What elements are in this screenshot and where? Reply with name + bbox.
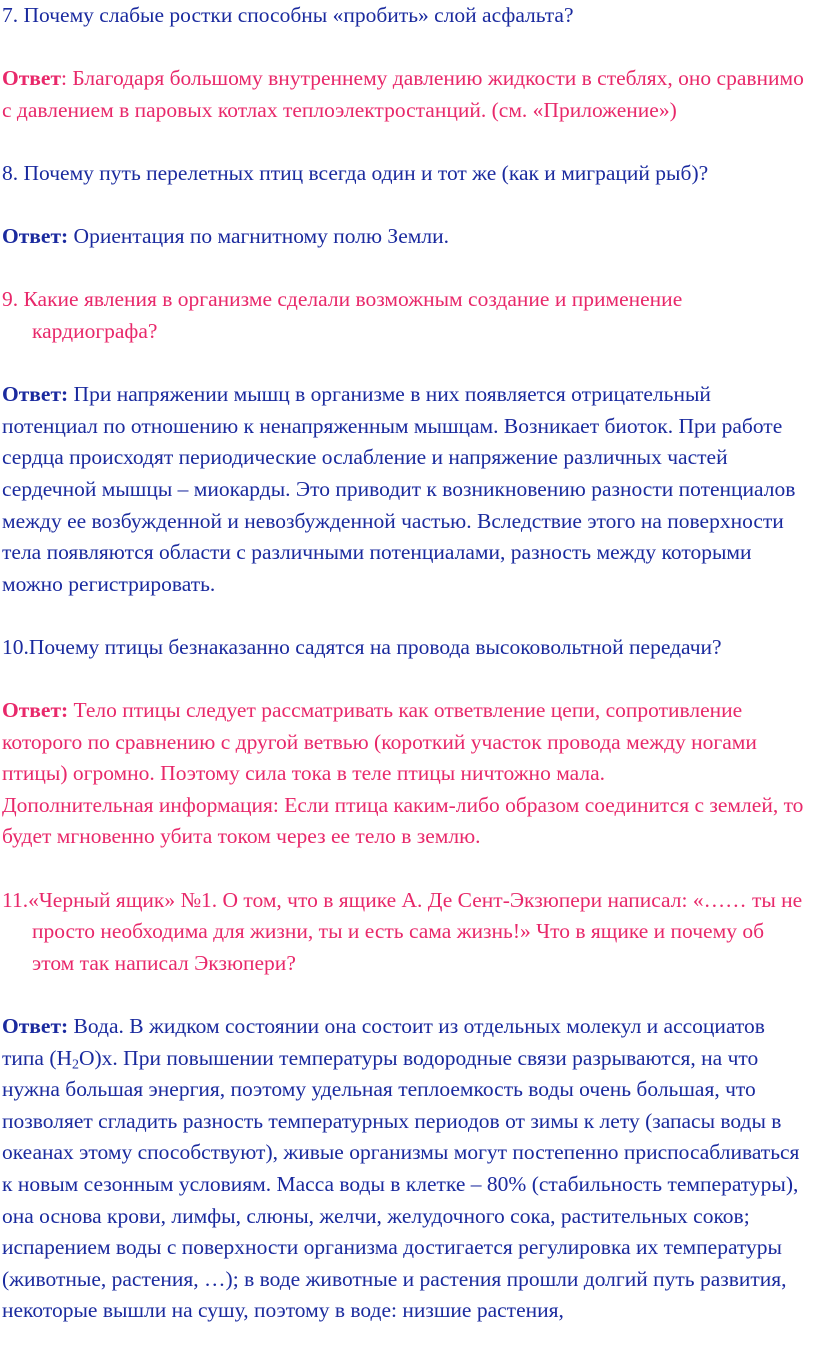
answer-8-text: Ориентация по магнитному полю Земли.: [68, 224, 449, 249]
answer-11-text-start: Вода. В жидком состоянии она состоит из отдельных молекул и ассоциатов типа (H: [2, 1014, 765, 1070]
answer-10-extra-text: Дополнительная информация: Если птица каким-либо образом соединится с землей, то будет мгновенно убита током через ее тело в землю.: [2, 792, 804, 849]
answer-9: [2, 379, 810, 600]
question-8-text: 8. Почему путь перелетных птиц всегда один и тот же (как и миграций рыб)?: [2, 160, 709, 185]
question-7-text: 7. Почему слабые ростки способны «пробить» слой асфальта?: [2, 3, 574, 27]
answer-7: [2, 63, 810, 126]
question-9-text: 9. Какие явления в организме сделали возможным создание и применение кардиографа?: [2, 287, 683, 343]
answer-label: Ответ:: [2, 382, 69, 407]
answer-label: Ответ: [2, 66, 61, 91]
answer-11: [2, 1011, 810, 1327]
answer-11-text-rest: O)x. При повышении температуры водородные связи разрываются, на что нужна большая энергия, поэтому удельная теплоемкость воды очень большая, что позволяет сгладить разность температурных периодов от зимы к лету (запасы воды в океанах этому способствуют), живые организмы могут постепенно приспосабливаться к новым сезонным условиям. Масса воды в клетке – 80% (стабильность температуры), она основа крови, лимфы, слюны, желчи, желудочного сока, растительных соков; испарением воды с поверхности организма достигается регулировка их температуры (животные, растения, …); в воде животные и растения прошли долгий путь развития, некоторые вышли на сушу, поэтому в воде: низшие растения,: [2, 1045, 800, 1323]
question-9: [2, 284, 810, 347]
answer-7-text: : Благодаря большому внутреннему давлению жидкости в стеблях, оно сравнимо с давлением в паровых котлах теплоэлектростанций. (см. «Приложение»): [2, 66, 804, 122]
answer-8: [2, 221, 810, 253]
formula-subscript: 2: [72, 1057, 79, 1073]
question-10: [2, 632, 810, 664]
question-11: [2, 885, 810, 980]
question-10-text: 10.Почему птицы безнаказанно садятся на провода высоковольтной передачи?: [2, 634, 722, 659]
answer-9-text: При напряжении мышц в организме в них появляется отрицательный потенциал по отношению к ненапряженным мышцам. Возникает биоток. При работе сердца происходят периодические ослабление и напряжение различных частей сердечной мышцы – миокарды. Это приводит к возникновению разности потенциалов между ее возбужденной и невозбужденной частью. Вследствие этого на поверхности тела появляются области с различными потенциалами, разность между которыми можно регистрировать.: [2, 382, 796, 596]
question-7: [2, 0, 810, 32]
answer-10: [2, 695, 810, 790]
answer-10-text: Тело птицы следует рассматривать как ответвление цепи, сопротивление которого по сравнению с другой ветвью (короткий участок провода между ногами птицы) огромно. Поэтому сила тока в теле птицы ничтожно мала.: [2, 698, 757, 786]
answer-label: Ответ:: [2, 224, 69, 249]
answer-10-extra: [2, 790, 810, 853]
answer-label: Ответ:: [2, 698, 69, 723]
question-11-text: 11.«Черный ящик» №1. О том, что в ящике А. Де Сент-Экзюпери написал: «…… ты не просто необходима для жизни, ты и есть сама жизнь!» Что в ящике и почему об этом так написал Экзюпери?: [2, 887, 803, 975]
answer-label: Ответ:: [2, 1014, 69, 1038]
question-8: [2, 158, 810, 190]
